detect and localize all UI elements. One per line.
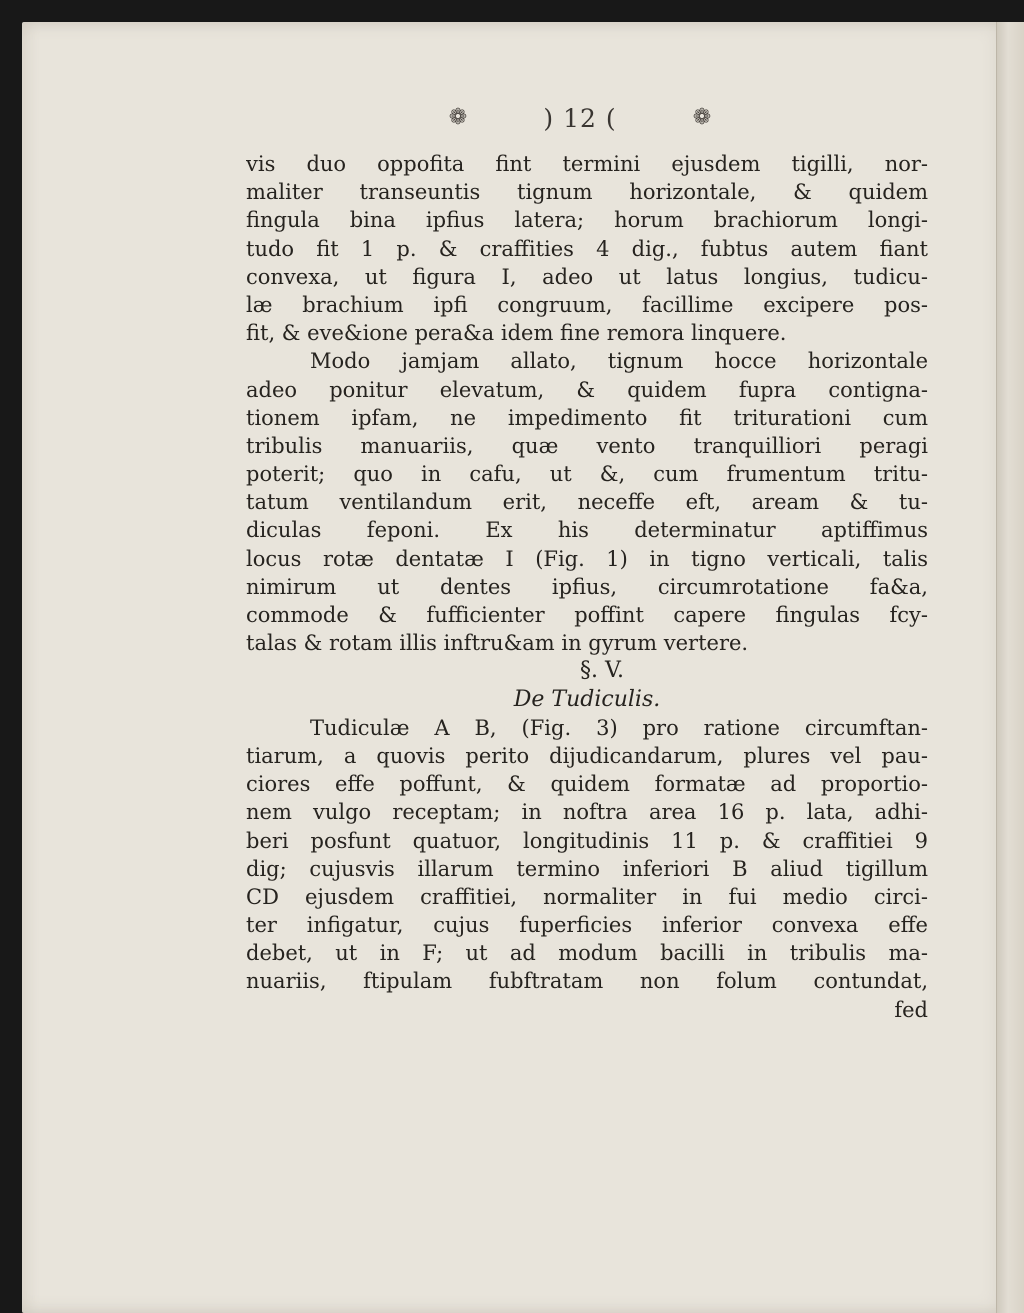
text-line: adeo ponitur elevatum, & quidem fupra contigna- <box>246 377 928 402</box>
text-line: Tudiculæ A B, (Fig. 3) pro ratione circumftan- <box>310 715 928 740</box>
text-line: beri posfunt quatuor, longitudinis 11 p. & craffitiei 9 <box>246 828 928 853</box>
text-line: fingula bina ipfius latera; horum brachiorum longi- <box>246 208 928 233</box>
text-line: tribulis manuariis, quæ vento tranquilliori peragi <box>246 433 928 458</box>
text-line: nimirum ut dentes ipfius, circumrotatione fa&a, <box>246 574 928 599</box>
paragraph-2 <box>246 347 928 657</box>
text-line: locus rotæ dentatæ I (Fig. 1) in tigno verticali, talis <box>246 546 928 571</box>
paragraph-1 <box>246 150 928 347</box>
running-header <box>445 98 715 138</box>
text-line: dig; cujusvis illarum termino inferiori B aliud tigillum <box>246 856 928 881</box>
text-line: debet, ut in F; ut ad modum bacilli in tribulis ma- <box>246 941 928 966</box>
paragraph-3 <box>246 714 928 996</box>
text-line: poterit; quo in cafu, ut &, cum frumentum tritu- <box>246 462 928 487</box>
fleuron-left-icon: ❁ <box>448 105 468 130</box>
text-line: tiarum, a quovis perito dijudicandarum, plures vel pau- <box>246 743 928 768</box>
section-title: De Tudiculis. <box>513 686 661 712</box>
text-line: ter infigatur, cujus fuperficies inferior convexa effe <box>246 913 928 938</box>
catchword: fed <box>894 997 928 1022</box>
text-line: nem vulgo receptam; in noftra area 16 p. lata, adhi- <box>246 800 928 825</box>
text-line: ciores effe poffunt, & quidem formatæ ad proportio- <box>246 772 928 797</box>
text-line: commode & fufficienter poffint capere fingulas fcy- <box>246 603 928 627</box>
text-line: convexa, ut figura I, adeo ut latus longius, tudicu- <box>246 264 928 289</box>
text-line: tionem ipfam, ne impedimento fit triturationi cum <box>246 405 928 430</box>
text-line: Modo jamjam allato, tignum hocce horizontale <box>310 349 928 374</box>
text-line: talas & rotam illis inftru&am in gyrum vertere. <box>246 631 749 656</box>
text-line: fit, & eve&ione pera&a idem fine remora linquere. <box>246 321 787 346</box>
text-line: diculas feponi. Ex his determinatur aptiffimus <box>246 518 928 543</box>
text-line: nuariis, ftipulam fubftratam non folum contundat, <box>246 969 928 994</box>
text-line: CD ejusdem craffitiei, normaliter in fui medio circi- <box>246 884 928 909</box>
text-line: læ brachium ipfi congruum, facillime excipere pos- <box>246 292 928 317</box>
fleuron-right-icon: ❁ <box>692 105 712 130</box>
section-number: §. V. <box>579 658 625 684</box>
page-fold-edge <box>996 22 1024 1313</box>
text-line: tatum ventilandum erit, neceffe eft, aream & tu- <box>246 490 928 515</box>
text-line: tudo fit 1 p. & craffities 4 dig., fubtus autem fiant <box>246 236 928 261</box>
text-line: maliter transeuntis tignum horizontale, & quidem <box>246 180 928 205</box>
page-number: ) 12 ( <box>543 103 617 133</box>
text-line: vis duo oppofita fint termini ejusdem tigilli, nor- <box>246 152 928 176</box>
body-text <box>246 150 928 1024</box>
